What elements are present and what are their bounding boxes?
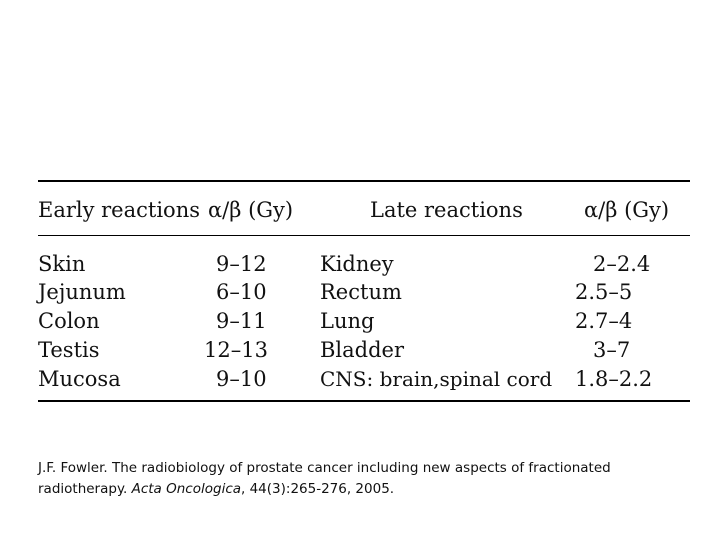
citation-details: , 44(3):265-276, 2005. [241,481,395,497]
table-cell-early-ab: 9–11 [216,309,267,333]
table-cell-early-ab: 6–10 [216,280,267,304]
table-cell-late: Lung [320,309,375,333]
table-cell-early-ab: 9–10 [216,367,267,391]
table-cell-late-ab: 2–2.4 [593,252,651,276]
table-cell-late-ab: 2.5–5 [575,280,633,304]
citation [38,458,698,500]
table-cell-late-ab: 2.7–4 [575,309,633,333]
table-cell-late: CNS: brain,spinal cord [320,367,553,391]
table-cell-early: Mucosa [38,367,121,391]
table-bottom-rule [38,400,690,402]
citation-text: J.F. Fowler. The radiobiology of prostate cancer including new aspects of fractionated radiotherapy. [38,460,611,497]
header-late-alpha-beta: α/β (Gy) [584,198,670,222]
table-cell-early-ab: 9–12 [216,252,267,276]
table-cell-early-ab: 12–13 [204,338,268,362]
header-early-reactions: Early reactions [38,198,200,222]
table-cell-late-ab: 3–7 [593,338,631,362]
table-cell-late-ab: 1.8–2.2 [575,367,653,391]
table-top-rule [38,180,690,182]
table-cell-early: Colon [38,309,100,333]
header-early-alpha-beta: α/β (Gy) [208,198,294,222]
table-header-rule [38,235,690,236]
citation-journal: Acta Oncologica [131,481,242,497]
table-cell-late: Rectum [320,280,402,304]
header-late-reactions: Late reactions [370,198,523,222]
table-cell-early: Skin [38,252,86,276]
table-cell-early: Jejunum [38,280,126,304]
table-cell-late: Bladder [320,338,405,362]
table-cell-early: Testis [38,338,100,362]
table-cell-late: Kidney [320,252,394,276]
